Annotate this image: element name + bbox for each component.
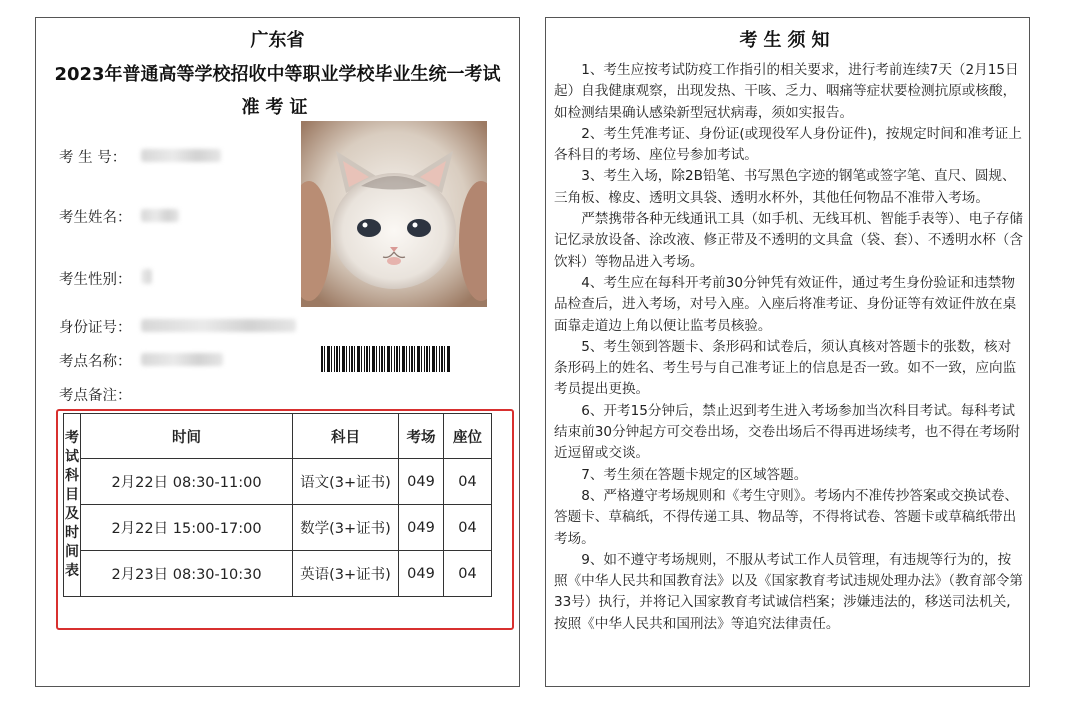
notice-paragraph: 严禁携带各种无线通讯工具（如手机、无线耳机、智能手表等）、电子存储记忆录放设备、涂改液、修正带及不透明的文具盒（袋、套）、不透明水杯（含饮料）等物品进入考场。 xyxy=(554,211,1023,270)
row-room: 049 xyxy=(399,551,444,597)
notice-paragraph: 5、考生领到答题卡、条形码和试卷后，须认真核对答题卡的张数，核对条形码上的姓名、考生号与自己准考证上的信息是否一致。如不一致，应向监考员提出更换。 xyxy=(554,338,1017,398)
notice-paragraph: 3、考生入场，除2B铅笔、书写黑色字迹的钢笔或签字笔、直尺、圆规、三角板、橡皮、透明文具袋、透明水杯外，其他任何物品不准带入考场。 xyxy=(554,168,1016,206)
notice-title: 考生须知 xyxy=(739,30,836,51)
notice-paragraph: 4、考生应在每科开考前30分钟凭有效证件，通过考生身份验证和违禁物品检查后，进入考场，对号入座。入座后将准考证、身份证等有效证件放在桌面靠走道边上角以便让监考员核验。 xyxy=(554,274,1017,334)
site-redacted xyxy=(141,353,223,366)
row-subject: 数学(3+证书) xyxy=(293,505,399,551)
row-time: 2月22日 08:30-11:00 xyxy=(81,459,293,505)
row-seat: 04 xyxy=(444,459,492,505)
row-subject: 语文(3+证书) xyxy=(293,459,399,505)
header-time: 时间 xyxy=(81,414,293,459)
notice-paragraph: 7、考生须在答题卡规定的区域答题。 xyxy=(581,466,808,483)
schedule-table xyxy=(63,413,492,597)
id-label: 身份证号： xyxy=(59,320,132,336)
province-title: 广东省 xyxy=(250,30,305,51)
notice-paragraph: 9、如不遵守考场规则，不服从考试工作人员管理，有违规等行为的，按照《中华人民共和国教育法》以及《国家教育考试违规处理办法》（教育部令第33号）执行，并将记入国家教育考试诚信档案；涉嫌违法的，移送司法机关,按照《中华人民共和国刑法》等追究法律责任。 xyxy=(554,551,1023,632)
name-redacted xyxy=(141,209,179,222)
notice-paragraph: 6、开考15分钟后，禁止迟到考生进入考场参加当次科目考试。每科考试结束前30分钟起方可交卷出场，交卷出场后不得再进场续考，也不得在考场附近逗留或交谈。 xyxy=(554,402,1020,462)
notice-paragraph: 1、考生应按考试防疫工作指引的相关要求，进行考前连续7天（2月15日起）自我健康观察，出现发热、干咳、乏力、咽痛等症状要检测抗原或核酸，如检测结果确认感染新型冠状病毒，须如实报告。 xyxy=(554,62,1019,121)
row-seat: 04 xyxy=(444,551,492,597)
site-label: 考点名称： xyxy=(59,354,132,370)
notice-paragraph: 2、考生凭准考证、身份证(或现役军人身份证件)，按规定时间和准考证上各科目的考场、座位号参加考试。 xyxy=(554,125,1022,164)
note-label: 考点备注： xyxy=(59,388,132,404)
row-time: 2月23日 08:30-10:30 xyxy=(81,551,293,597)
kitten-photo xyxy=(301,121,487,307)
card-title: 准考证 xyxy=(241,97,314,118)
exam-no-redacted xyxy=(141,149,221,162)
exam-no-label: 考 生 号： xyxy=(59,150,127,166)
header-seat: 座位 xyxy=(444,414,492,459)
id-redacted xyxy=(141,319,296,332)
row-time: 2月22日 15:00-17:00 xyxy=(81,505,293,551)
admission-card xyxy=(35,17,520,687)
kitten-photo-icon xyxy=(301,121,487,307)
row-subject: 英语(3+证书) xyxy=(293,551,399,597)
notice-body xyxy=(554,60,1023,635)
gender-redacted xyxy=(142,269,152,284)
row-room: 049 xyxy=(399,505,444,551)
table-row xyxy=(64,505,492,551)
exam-title: 2023年普通高等学校招收中等职业学校毕业生统一考试 xyxy=(54,64,501,85)
name-label: 考生姓名： xyxy=(59,210,132,226)
table-row xyxy=(64,459,492,505)
schedule-header-row xyxy=(64,414,492,459)
gender-label: 考生性别： xyxy=(59,272,132,288)
header-subject: 科目 xyxy=(293,414,399,459)
notice-card xyxy=(545,17,1030,687)
table-row xyxy=(64,551,492,597)
notice-paragraph: 8、严格遵守考场规则和《考生守则》。考场内不准传抄答案或交换试卷、答题卡、草稿纸，不得传递工具、物品等，不得将试卷、答题卡或草稿纸带出考场。 xyxy=(554,487,1019,547)
schedule-side-label: 考试科目及时间表 xyxy=(64,414,81,597)
row-room: 049 xyxy=(399,459,444,505)
header-room: 考场 xyxy=(399,414,444,459)
barcode-icon xyxy=(321,346,451,372)
row-seat: 04 xyxy=(444,505,492,551)
